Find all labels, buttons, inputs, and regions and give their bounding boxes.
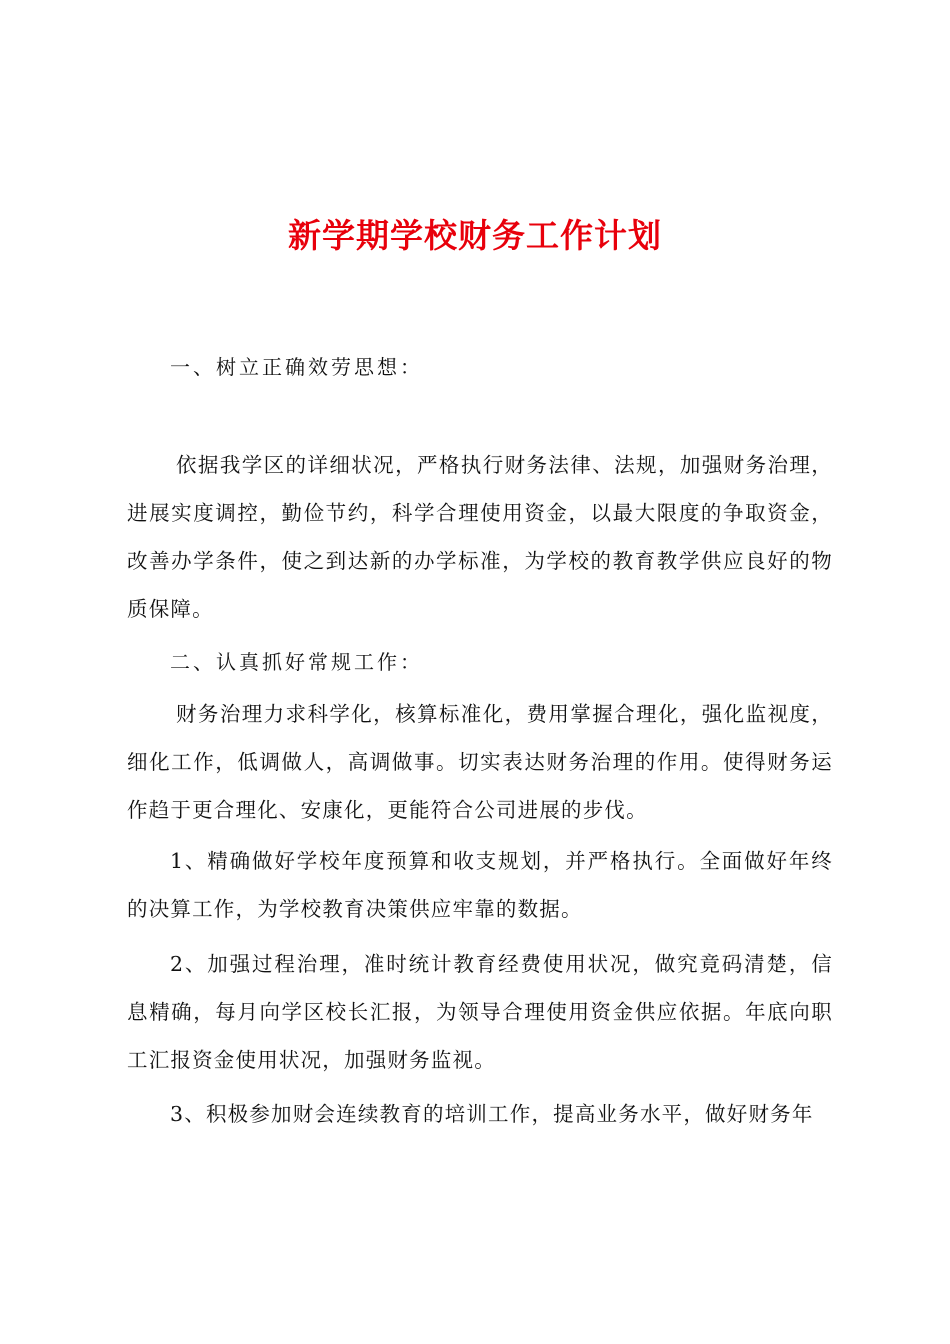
section-heading-1: 一、树立正确效劳思想： <box>170 355 423 379</box>
paragraph-section-2: 财务治理力求科学化，核算标准化，费用掌握合理化，强化监视度，细化工作，低调做人，高调做事。切实表达财务治理的作用。使得财务运作趋于更合理化、安康化，更能符合公司进展的步伐。 <box>127 702 833 822</box>
section-heading-2: 二、认真抓好常规工作： <box>170 650 423 674</box>
list-item-1: 1、精确做好学校年度预算和收支规划，并严格执行。全面做好年终的决算工作，为学校教育决策供应牢靠的数据。 <box>127 849 833 921</box>
paragraph-section-1: 依据我学区的详细状况，严格执行财务法律、法规，加强财务治理，进展实度调控，勤俭节约，科学合理使用资金，以最大限度的争取资金，改善办学条件，使之到达新的办学标准，为学校的教育教学供应良好的物质保障。 <box>127 453 833 621</box>
document-title: 新学期学校财务工作计划 <box>288 216 662 255</box>
list-item-2: 2、加强过程治理，准时统计教育经费使用状况，做究竟码清楚，信息精确，每月向学区校长汇报，为领导合理使用资金供应依据。年底向职工汇报资金使用状况，加强财务监视。 <box>127 952 833 1072</box>
list-item-3: 3、积极参加财会连续教育的培训工作，提高业务水平，做好财务年 <box>170 1102 814 1126</box>
